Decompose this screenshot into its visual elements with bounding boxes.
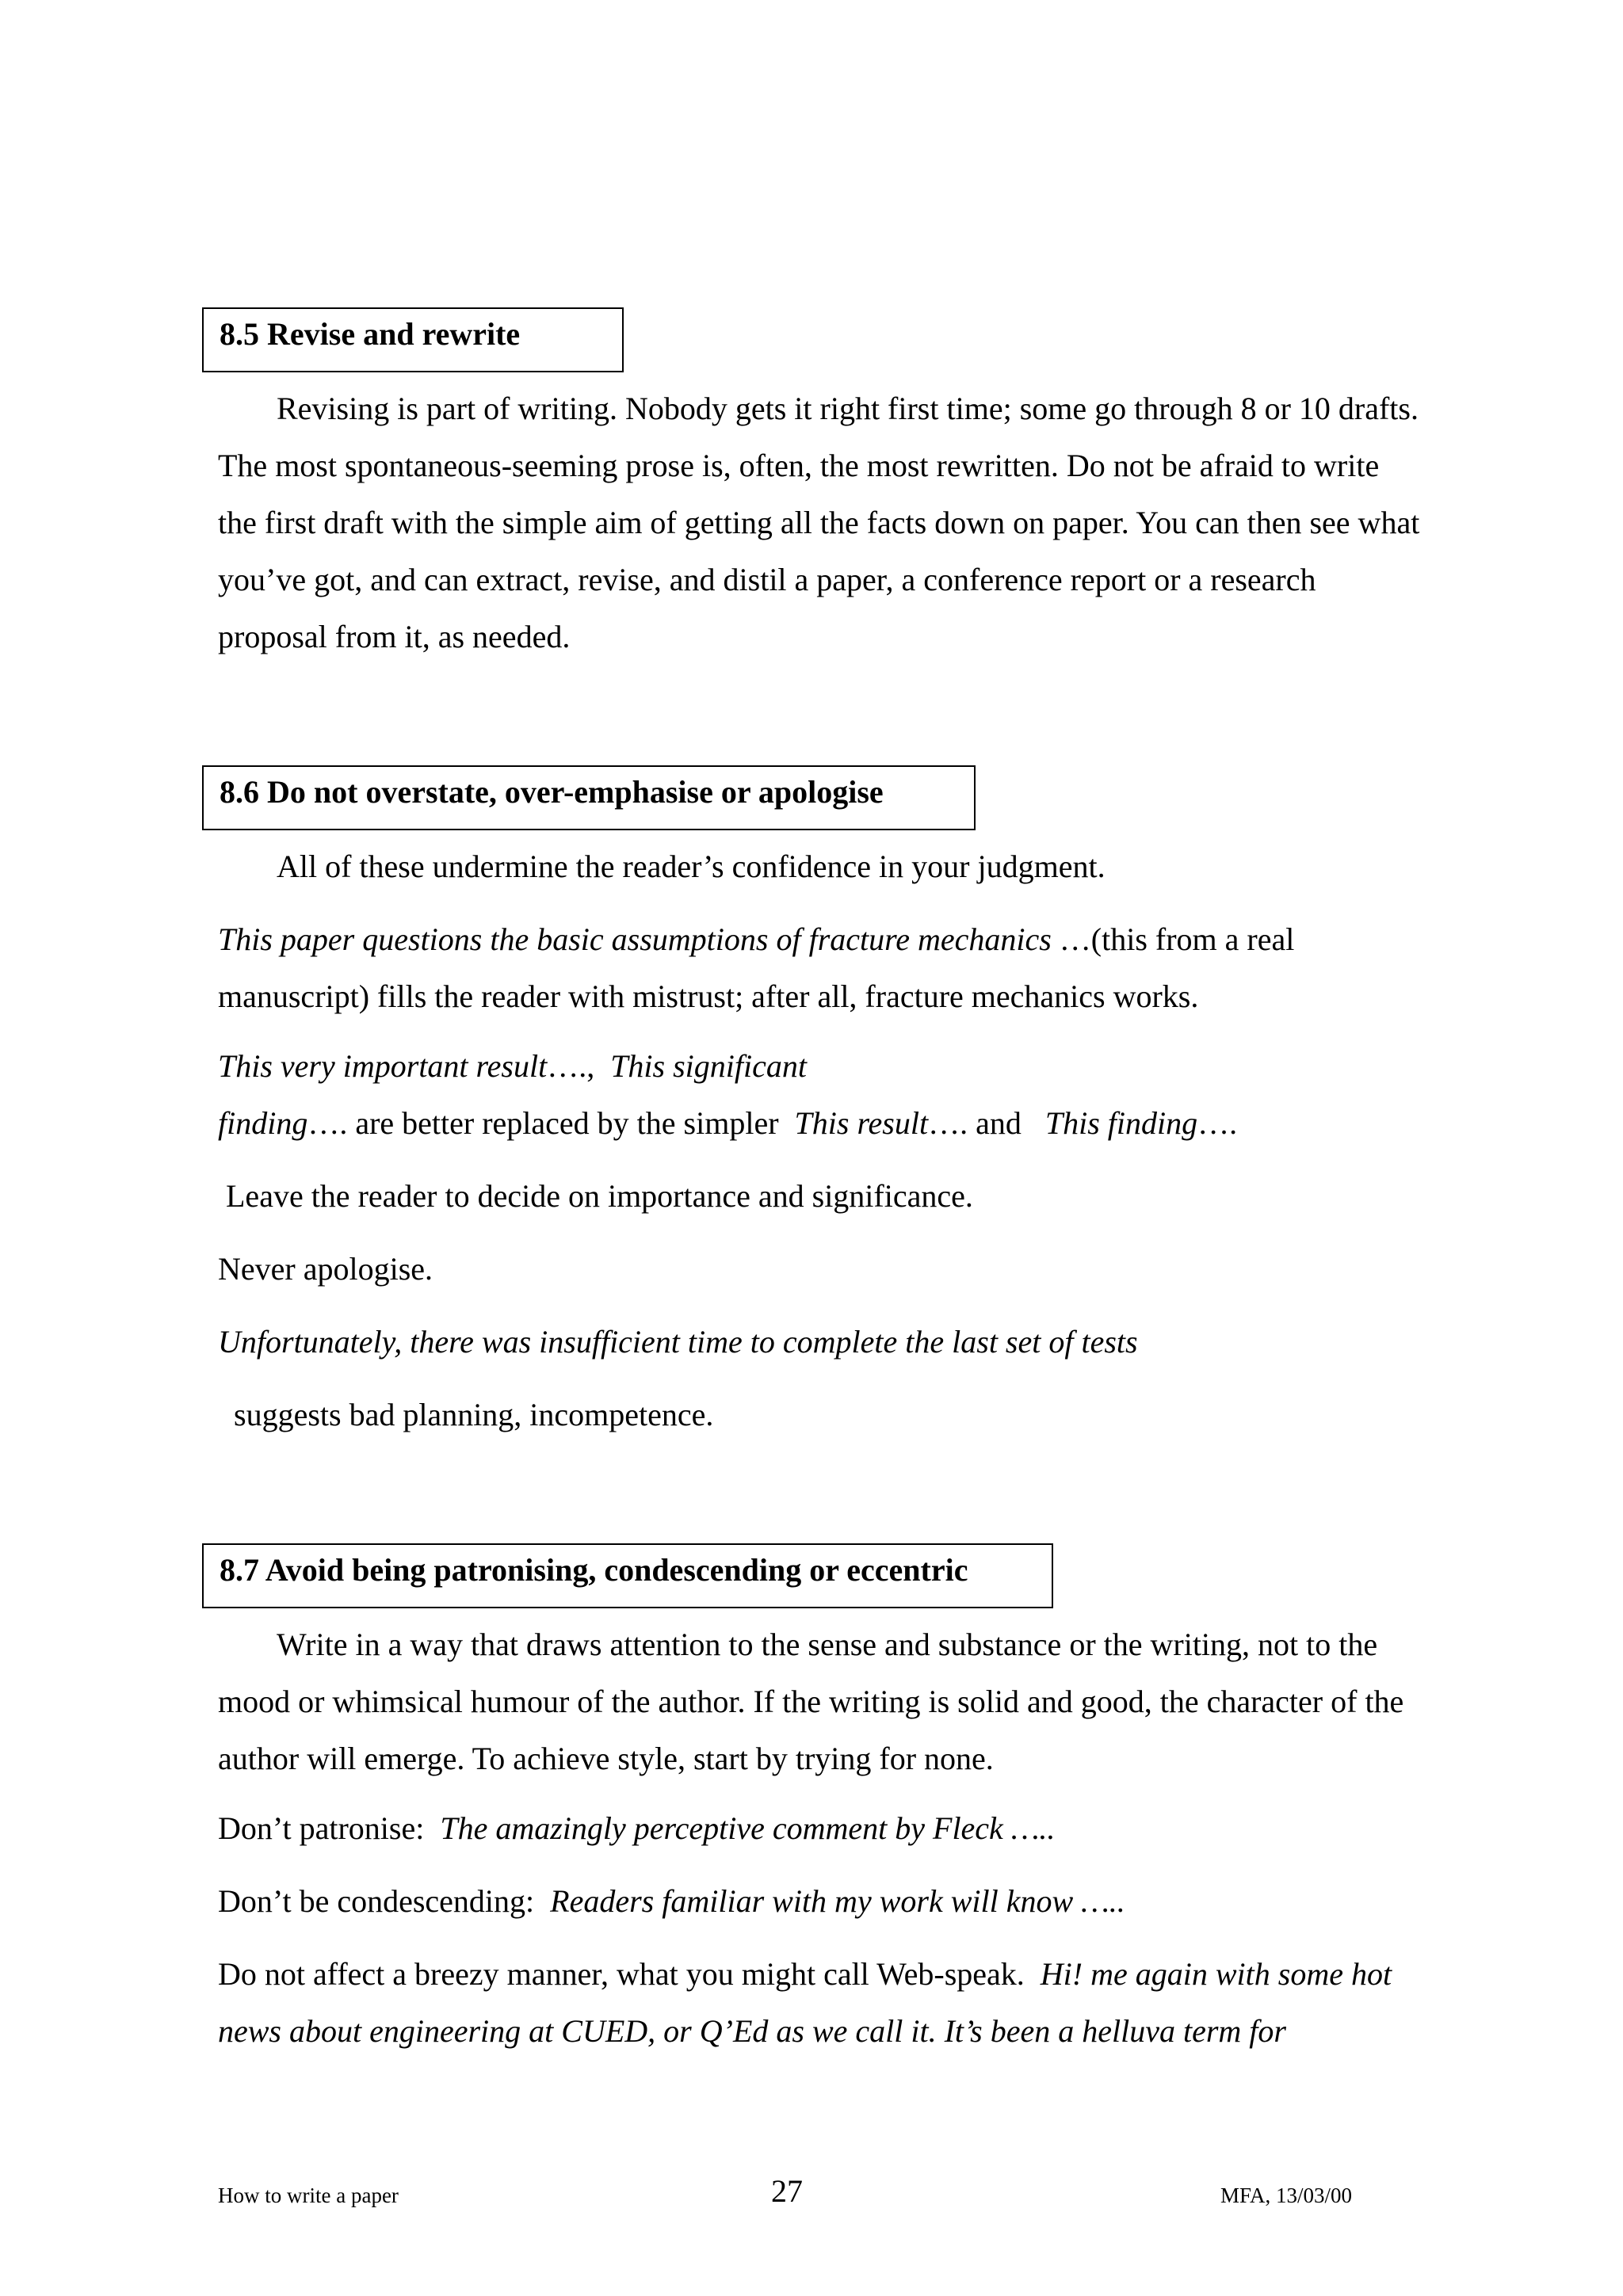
section-8-5-body: Revising is part of writing. Nobody gets it right first time; some go through 8 or 10 drafts. The most spontaneous-seeming prose is, often, the most rewritten. Do not be afraid to write the first draft with the simple aim of getting all the facts down on paper. You can then see what you’ve got, and can extract, revise, and distil a paper, a conference report or a research proposal from it, as needed. (218, 391, 1420, 654)
section-heading-8-6 (202, 765, 976, 830)
section-8-6-suggests: suggests bad planning, incompetence. (234, 1397, 714, 1432)
page-number: 27 (771, 2173, 803, 2209)
section-8-7-body: Write in a way that draws attention to the sense and substance or the writing, not to the mood or whimsical humour of the author. If the writing is solid and good, the character of the author will emerge. To achieve style, start by trying for none. (218, 1627, 1404, 1776)
footer-right: MFA, 13/03/00 (1220, 2183, 1353, 2207)
section-8-6-intro: All of these undermine the reader’s confidence in your judgment. (277, 849, 1106, 884)
section-heading-8-7 (202, 1543, 1053, 1608)
section-8-7-condescend: Don’t be condescending: Readers familiar with my work will know ….. (218, 1883, 1125, 1919)
heading-text: 8.7 Avoid being patronising, condescending or eccentric (220, 1552, 968, 1588)
section-8-6-never: Never apologise. (218, 1251, 433, 1287)
section-8-6-example-1: This paper questions the basic assumptions of fracture mechanics …(this from a real manuscript) fills the reader with mistrust; after all, fracture mechanics works. (218, 921, 1295, 1014)
heading-text: 8.5 Revise and rewrite (220, 316, 521, 352)
section-8-6-leave: Leave the reader to decide on importance and significance. (226, 1178, 973, 1214)
section-8-7-patronise: Don’t patronise: The amazingly perceptive comment by Fleck ….. (218, 1810, 1056, 1846)
section-8-6-unfortunately: Unfortunately, there was insufficient time to complete the last set of tests (218, 1324, 1138, 1360)
section-heading-8-5 (202, 307, 624, 372)
footer-left: How to write a paper (218, 2183, 399, 2207)
heading-text: 8.6 Do not overstate, over-emphasise or apologise (220, 774, 884, 810)
section-8-7-breezy: Do not affect a breezy manner, what you might call Web-speak. Hi! me again with some hot news about engineering at CUED, or Q’Ed as we call it. It’s been a helluva term for (218, 1956, 1392, 2049)
section-8-6-example-2: This very important result…., This significant finding…. are better replaced by the simpler This result…. and This finding…. (218, 1048, 1238, 1141)
